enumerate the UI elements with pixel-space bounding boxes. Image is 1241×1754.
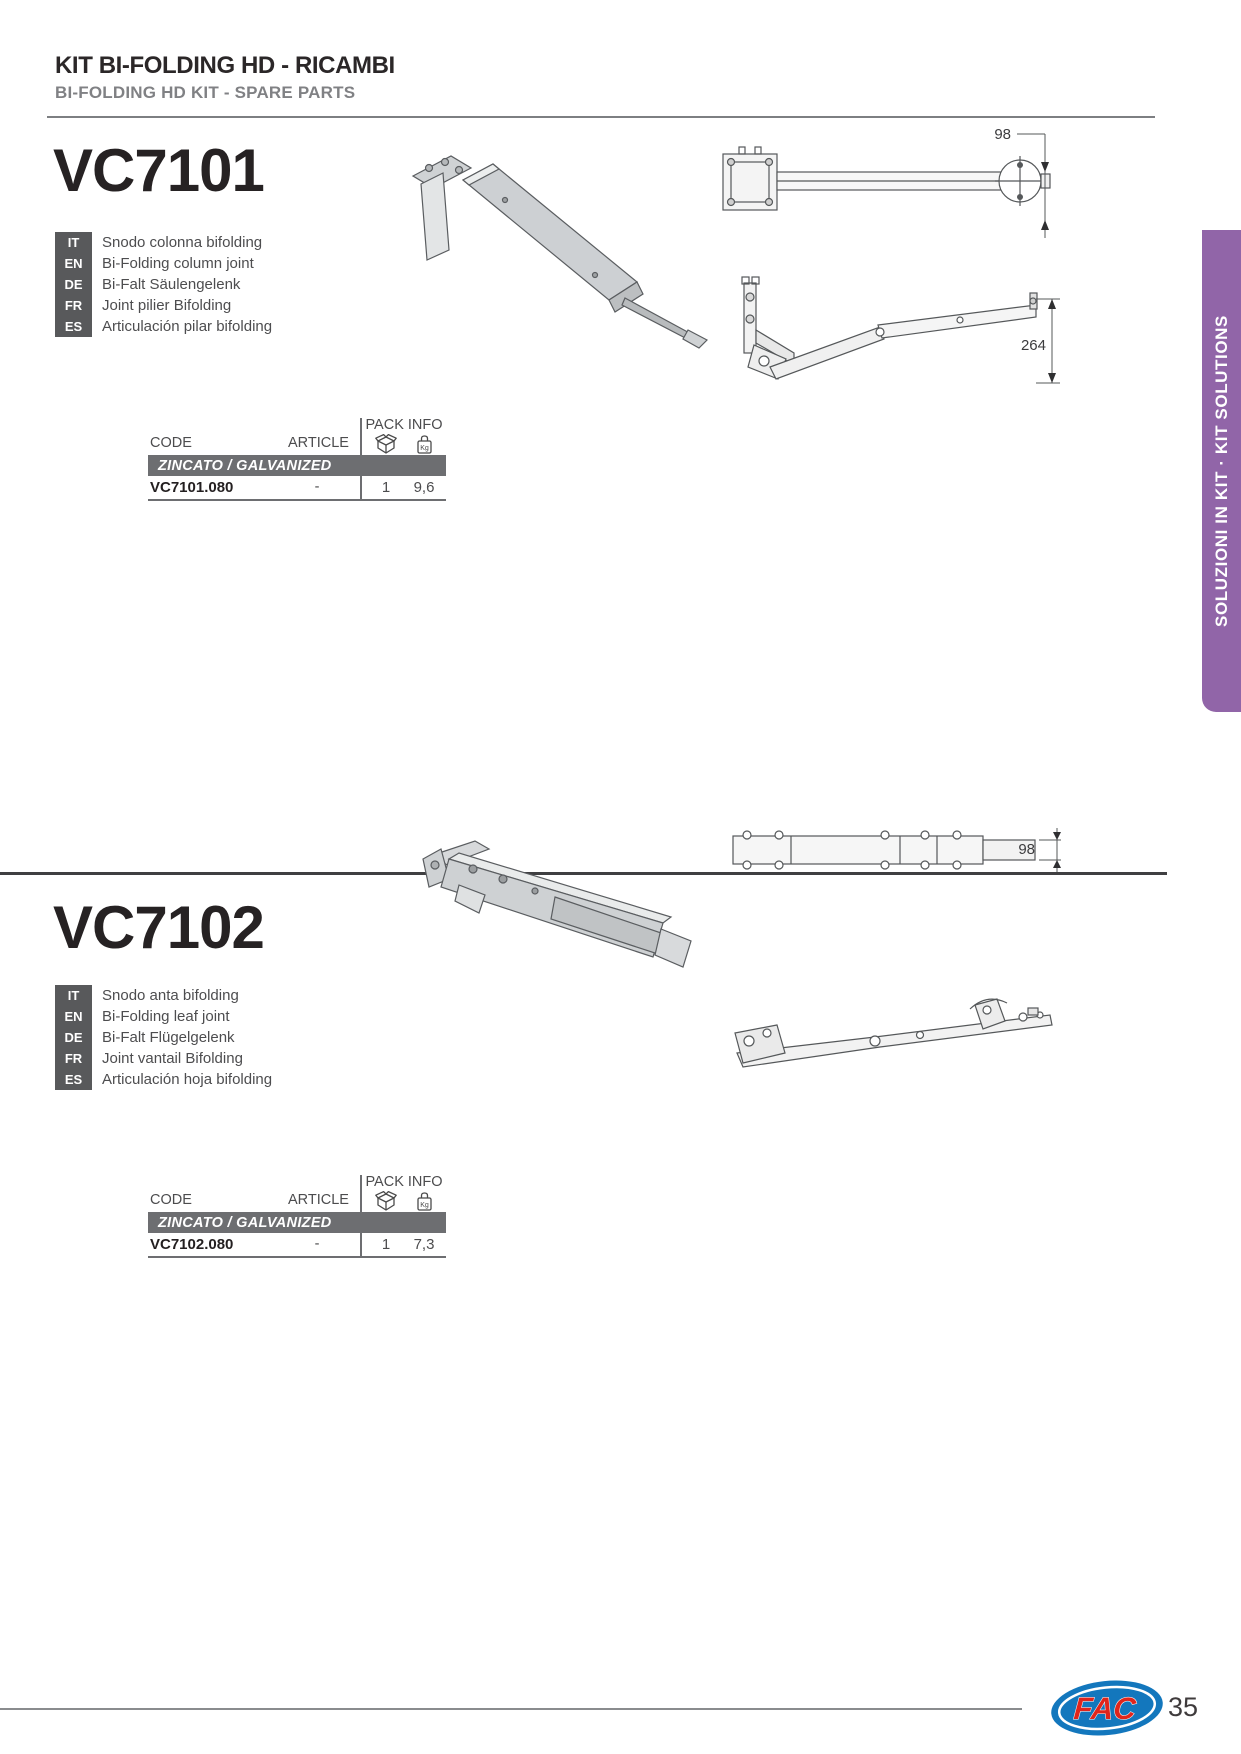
language-description: Bi-Falt Flügelgelenk — [102, 1029, 235, 1046]
pack-info-icons — [362, 434, 446, 454]
row-pack-quantity: 1 — [381, 479, 391, 496]
language-code-badge: FR — [55, 1048, 92, 1069]
page-subtitle: BI-FOLDING HD KIT - SPARE PARTS — [55, 83, 356, 102]
language-code-badge: IT — [55, 232, 92, 253]
dim-label-98: 98 — [1018, 841, 1035, 858]
language-code-badge: ES — [55, 316, 92, 337]
footer-rule — [0, 1708, 1022, 1710]
fac-logo-text: FAC — [1072, 1691, 1138, 1726]
language-description: Joint pilier Bifolding — [102, 297, 232, 314]
language-row — [55, 985, 272, 1006]
row-article: - — [314, 479, 320, 495]
language-code-badge: EN — [55, 253, 92, 274]
spec-table — [148, 1174, 446, 1258]
language-row — [55, 316, 272, 337]
language-code-badge: DE — [55, 1027, 92, 1048]
side-tab-kit-solutions — [1202, 230, 1241, 712]
open-box-icon — [375, 434, 397, 454]
product-code-title: VC7101 — [53, 137, 264, 204]
vc7101-isometric-illustration — [385, 140, 715, 350]
language-row — [55, 253, 272, 274]
vc7101-side-view-drawing — [730, 275, 1065, 400]
language-row — [55, 1069, 272, 1090]
column-header-pack-info: PACK INFO — [365, 1174, 443, 1190]
kg-icon-label: Kg — [420, 445, 429, 452]
language-description: Articulación hoja bifolding — [102, 1071, 273, 1088]
row-pack-quantity: 1 — [381, 1236, 391, 1253]
language-code-badge: IT — [55, 985, 92, 1006]
language-row — [55, 1048, 272, 1069]
language-row — [55, 1006, 272, 1027]
table-row — [148, 1233, 446, 1258]
table-row — [148, 476, 446, 501]
column-header-code: CODE — [150, 1192, 192, 1208]
side-tab-label: SOLUZIONI IN KIT · KIT SOLUTIONS — [1211, 315, 1231, 627]
column-header-article: ARTICLE — [288, 435, 349, 451]
row-weight-kg: 7,3 — [413, 1236, 435, 1253]
header-rule — [47, 116, 1155, 118]
spec-table-header — [148, 1174, 446, 1212]
row-weight-kg: 9,6 — [413, 479, 435, 496]
dim-label-98: 98 — [994, 126, 1011, 143]
vc7102-top-view-drawing — [725, 810, 1065, 890]
kg-icon-label: Kg — [420, 1202, 429, 1209]
vc7102-isometric-illustration — [415, 835, 725, 1005]
language-code-badge: EN — [55, 1006, 92, 1027]
open-box-icon — [375, 1191, 397, 1211]
language-description: Snodo anta bifolding — [102, 987, 239, 1004]
language-description: Bi-Folding leaf joint — [102, 1008, 230, 1025]
language-row — [55, 232, 272, 253]
finish-banner: ZINCATO / GALVANIZED — [148, 1212, 446, 1233]
language-description: Snodo colonna bifolding — [102, 234, 263, 251]
language-code-badge: ES — [55, 1069, 92, 1090]
dim-label-264: 264 — [1020, 337, 1046, 354]
row-code: VC7102.080 — [150, 1236, 234, 1253]
kg-weight-icon — [417, 1192, 432, 1211]
language-row — [55, 1027, 272, 1048]
finish-banner: ZINCATO / GALVANIZED — [148, 455, 446, 476]
kg-weight-icon — [417, 435, 432, 454]
row-code: VC7101.080 — [150, 479, 234, 496]
row-article: - — [314, 1236, 320, 1252]
language-description: Bi-Falt Säulengelenk — [102, 276, 241, 293]
language-description: Articulación pilar bifolding — [102, 318, 273, 335]
product-code-title: VC7102 — [53, 894, 264, 961]
language-row — [55, 274, 272, 295]
fac-logo — [1048, 1678, 1166, 1738]
language-code-badge: DE — [55, 274, 92, 295]
language-code-badge: FR — [55, 295, 92, 316]
column-header-code: CODE — [150, 435, 192, 451]
column-header-pack-info: PACK INFO — [365, 417, 443, 433]
language-description: Joint vantail Bifolding — [102, 1050, 243, 1067]
spec-table — [148, 417, 446, 501]
vc7101-top-view-drawing — [715, 120, 1060, 240]
page-title: KIT BI-FOLDING HD - RICAMBI — [55, 52, 395, 79]
page-number: 35 — [1168, 1692, 1199, 1722]
pack-info-icons — [362, 1191, 446, 1211]
vc7102-side-view-drawing — [725, 995, 1060, 1085]
language-list — [55, 985, 272, 1090]
spec-table-header — [148, 417, 446, 455]
language-description: Bi-Folding column joint — [102, 255, 254, 272]
column-header-article: ARTICLE — [288, 1192, 349, 1208]
language-list — [55, 232, 272, 337]
language-row — [55, 295, 272, 316]
